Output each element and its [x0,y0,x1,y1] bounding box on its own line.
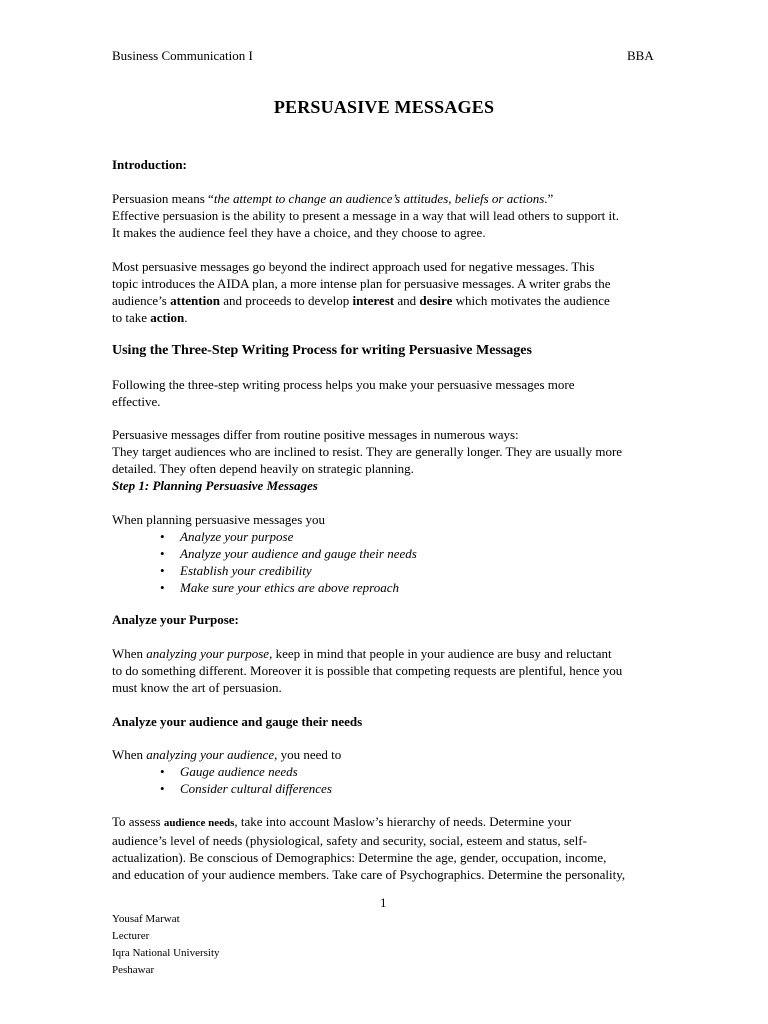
term-attention: attention [170,293,220,308]
running-header-course: Business Communication I [112,48,253,63]
list-item: • Analyze your audience and gauge their needs [160,546,417,561]
audience-intro: When analyzing your audience, you need to [112,747,342,762]
page-number: 1 [380,895,387,910]
intro-line-1: Persuasion means “the attempt to change an audience’s attitudes, beliefs or actions.” [112,191,554,206]
intro-line-2: Effective persuasion is the ability to present a message in a way that will lead others to support it. [112,208,619,223]
three-step-paragraph: Following the three-step writing process helps you make your persuasive messages more effective. [112,377,575,409]
section-heading-purpose: Analyze your Purpose: [112,612,239,627]
term-action: action [150,310,185,325]
list-item: • Consider cultural differences [160,781,332,796]
document-title: PERSUASIVE MESSAGES [273,97,495,117]
term-desire: desire [419,293,453,308]
running-header-program: BBA [627,48,654,63]
section-heading-audience: Analyze your audience and gauge their needs [112,714,363,729]
term-interest: interest [352,293,395,308]
footer-role: Lecturer [112,930,150,942]
step1-bullet-list [160,528,417,596]
purpose-paragraph: When analyzing your purpose, keep in mind that people in your audience are busy and reluctant to do something different. Moreover it is possible that competing requests are plentiful, hence you must know the art of persuasion. [112,646,623,695]
audience-bullet-list [160,763,332,797]
audience-needs-paragraph: To assess audience needs, take into account Maslow’s hierarchy of needs. Determine your audience’s level of needs (physiological, safety and security, social, esteem and status, self- actualization). Be conscious of Demographics: Determine the age, gender, occupation, income, and education of your audience members. Take care of Psychographics. Determine the personality, [112,814,626,882]
term-audience-needs: audience needs [163,817,235,829]
differences-paragraph: Persuasive messages differ from routine positive messages in numerous ways: They target audiences who are inclined to resist. They are generally longer. They are usually more detailed. They often depend heavily on strategic planning. [112,427,623,476]
persuasion-definition: the attempt to change an audience’s attitudes, beliefs or actions [213,191,545,206]
list-item: • Establish your credibility [160,563,312,578]
section-heading-introduction: Introduction: [112,157,187,172]
step1-heading: Step 1: Planning Persuasive Messages [112,478,318,493]
intro-paragraph [112,190,657,241]
step1-intro: When planning persuasive messages you [112,512,326,527]
footer-author: Yousaf Marwat [112,913,180,925]
section-heading-three-step: Using the Three-Step Writing Process for writing Persuasive Messages [112,343,532,358]
footer-institution: Iqra National University [112,947,220,959]
list-item: • Make sure your ethics are above reproach [160,580,400,595]
list-item: • Gauge audience needs [160,764,298,779]
aida-paragraph: Most persuasive messages go beyond the indirect approach used for negative messages. This topic introduces the AIDA plan, a more intense plan for persuasive messages. A writer grabs the audience’s attention and proceeds to develop interest and desire which motivates the audience to take action. [112,259,611,325]
list-item: • Analyze your purpose [160,529,294,544]
footer-city: Peshawar [112,964,155,976]
intro-line-3: It makes the audience feel they have a choice, and they choose to agree. [112,225,486,240]
